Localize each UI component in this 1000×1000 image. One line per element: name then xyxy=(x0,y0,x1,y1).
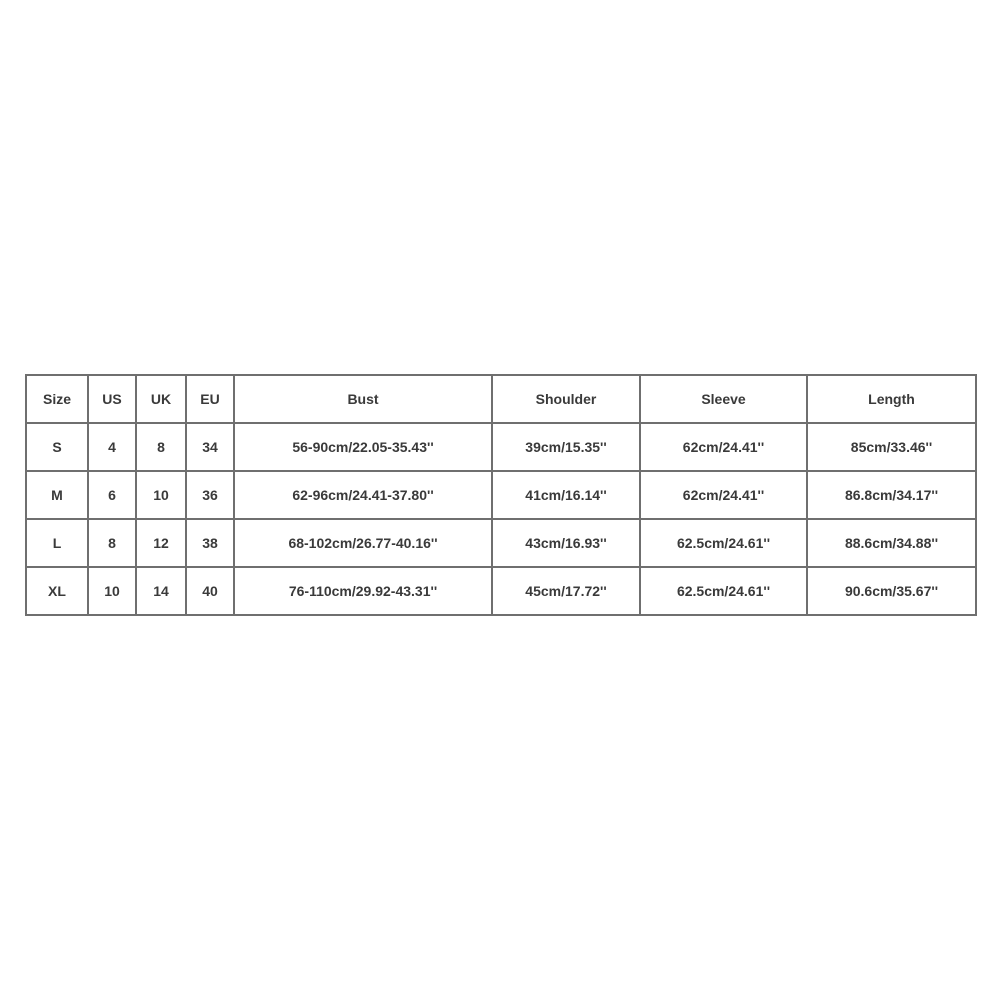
table-row xyxy=(26,519,976,567)
cell-size: XL xyxy=(26,567,88,615)
cell-uk: 14 xyxy=(136,567,186,615)
cell-bust: 56-90cm/22.05-35.43'' xyxy=(234,423,492,471)
table-row xyxy=(26,423,976,471)
header-us: US xyxy=(88,375,136,423)
cell-sleeve: 62cm/24.41'' xyxy=(640,423,807,471)
cell-us: 6 xyxy=(88,471,136,519)
cell-eu: 38 xyxy=(186,519,234,567)
cell-length: 86.8cm/34.17'' xyxy=(807,471,976,519)
header-sleeve: Sleeve xyxy=(640,375,807,423)
cell-shoulder: 43cm/16.93'' xyxy=(492,519,640,567)
cell-size: M xyxy=(26,471,88,519)
header-row xyxy=(26,375,976,423)
table-row xyxy=(26,567,976,615)
cell-shoulder: 39cm/15.35'' xyxy=(492,423,640,471)
header-shoulder: Shoulder xyxy=(492,375,640,423)
cell-us: 4 xyxy=(88,423,136,471)
cell-eu: 40 xyxy=(186,567,234,615)
size-chart-table xyxy=(25,374,977,616)
cell-sleeve: 62.5cm/24.61'' xyxy=(640,519,807,567)
cell-length: 88.6cm/34.88'' xyxy=(807,519,976,567)
header-size: Size xyxy=(26,375,88,423)
cell-eu: 34 xyxy=(186,423,234,471)
cell-bust: 68-102cm/26.77-40.16'' xyxy=(234,519,492,567)
cell-uk: 12 xyxy=(136,519,186,567)
cell-uk: 8 xyxy=(136,423,186,471)
cell-shoulder: 45cm/17.72'' xyxy=(492,567,640,615)
cell-length: 90.6cm/35.67'' xyxy=(807,567,976,615)
cell-sleeve: 62.5cm/24.61'' xyxy=(640,567,807,615)
header-length: Length xyxy=(807,375,976,423)
cell-us: 10 xyxy=(88,567,136,615)
cell-shoulder: 41cm/16.14'' xyxy=(492,471,640,519)
cell-us: 8 xyxy=(88,519,136,567)
table-row xyxy=(26,471,976,519)
cell-bust: 76-110cm/29.92-43.31'' xyxy=(234,567,492,615)
cell-bust: 62-96cm/24.41-37.80'' xyxy=(234,471,492,519)
header-bust: Bust xyxy=(234,375,492,423)
header-uk: UK xyxy=(136,375,186,423)
cell-uk: 10 xyxy=(136,471,186,519)
header-eu: EU xyxy=(186,375,234,423)
cell-size: S xyxy=(26,423,88,471)
cell-size: L xyxy=(26,519,88,567)
cell-length: 85cm/33.46'' xyxy=(807,423,976,471)
cell-sleeve: 62cm/24.41'' xyxy=(640,471,807,519)
cell-eu: 36 xyxy=(186,471,234,519)
